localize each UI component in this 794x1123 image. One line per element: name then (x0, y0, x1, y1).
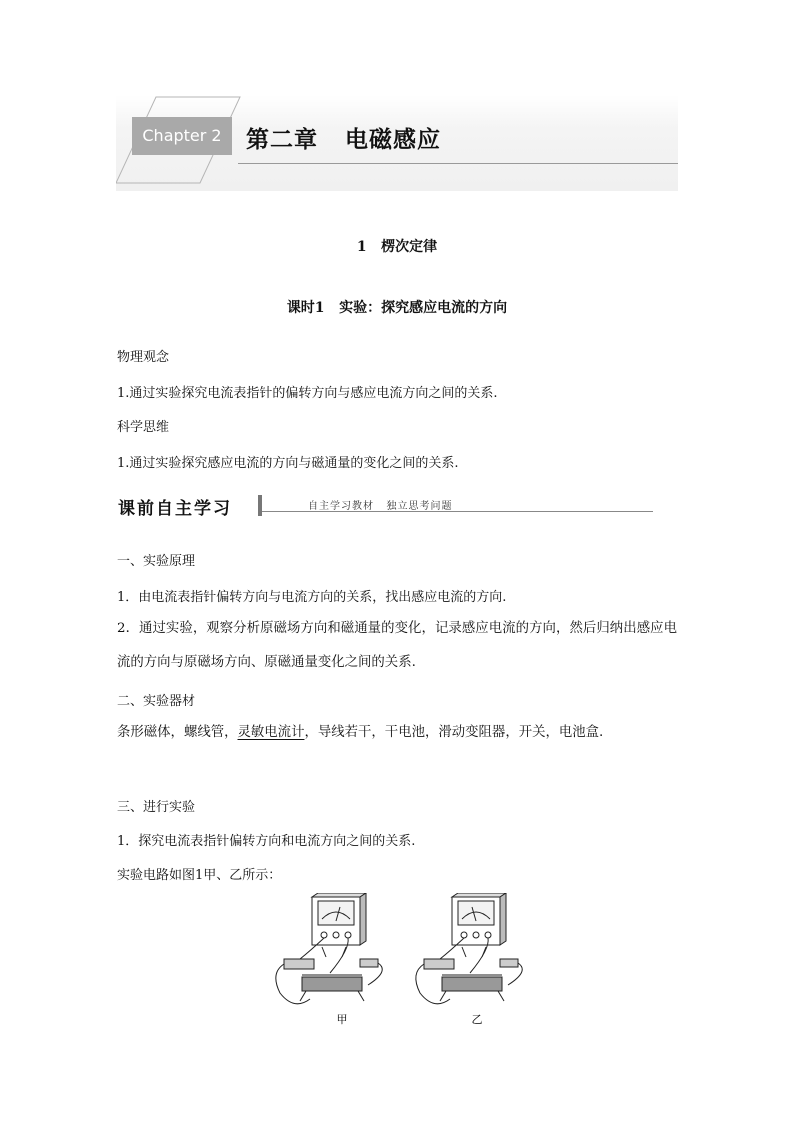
circuit-right (416, 893, 522, 1004)
chapter-underline (238, 163, 678, 164)
principle-heading: 一、实验原理 (117, 554, 196, 569)
lesson-title: 课时1 实验：探究感应电流的方向 (286, 300, 508, 316)
study-banner (118, 494, 653, 518)
procedure-item-1: 1．探究电流表指针偏转方向和电流方向之间的关系. (117, 834, 416, 849)
equipment-galvanometer: 灵敏电流计 (237, 725, 305, 740)
equipment-list (117, 716, 677, 750)
equipment-text-after: ，导线若干，干电池，滑动变阻器，开关，电池盒. (304, 725, 604, 740)
circuit-note: 实验电路如图1甲、乙所示： (117, 868, 282, 883)
procedure-heading: 三、进行实验 (117, 800, 196, 815)
study-banner-subtitle: 自主学习教材 独立思考问题 (308, 501, 453, 512)
figure-caption-left: 甲 (336, 1013, 348, 1026)
figure-caption-right: 乙 (471, 1013, 483, 1026)
equipment-heading: 二、实验器材 (117, 694, 196, 709)
objective-heading-physics: 物理观念 (117, 350, 170, 365)
circuit-figure (270, 893, 532, 1031)
circuit-left (276, 893, 382, 1004)
study-banner-bar (258, 495, 262, 516)
principle-item-1: 1．由电流表指针偏转方向与电流方向的关系，找出感应电流的方向. (117, 590, 507, 605)
objective-heading-thinking: 科学思维 (117, 420, 170, 435)
section-title: 1 楞次定律 (356, 239, 438, 255)
principle-item-2: 2．通过实验，观察分析原磁场方向和磁通量的变化，记录感应电流的方向，然后归纳出感应电流的方向与原磁场方向、原磁通量变化之间的关系. (117, 621, 677, 670)
objective-item-physics: 1.通过实验探究电流表指针的偏转方向与感应电流方向之间的关系. (117, 386, 498, 401)
chapter-title: 第二章 电磁感应 (246, 127, 442, 153)
chapter-tag: Chapter 2 (132, 117, 232, 155)
study-banner-label: 课前自主学习 (118, 499, 232, 519)
objective-item-thinking: 1.通过实验探究感应电流的方向与磁通量的变化之间的关系. (117, 456, 459, 471)
circuit-diagram (270, 893, 532, 1031)
chapter-banner (116, 95, 678, 191)
equipment-text-before: 条形磁体，螺线管， (117, 725, 238, 740)
